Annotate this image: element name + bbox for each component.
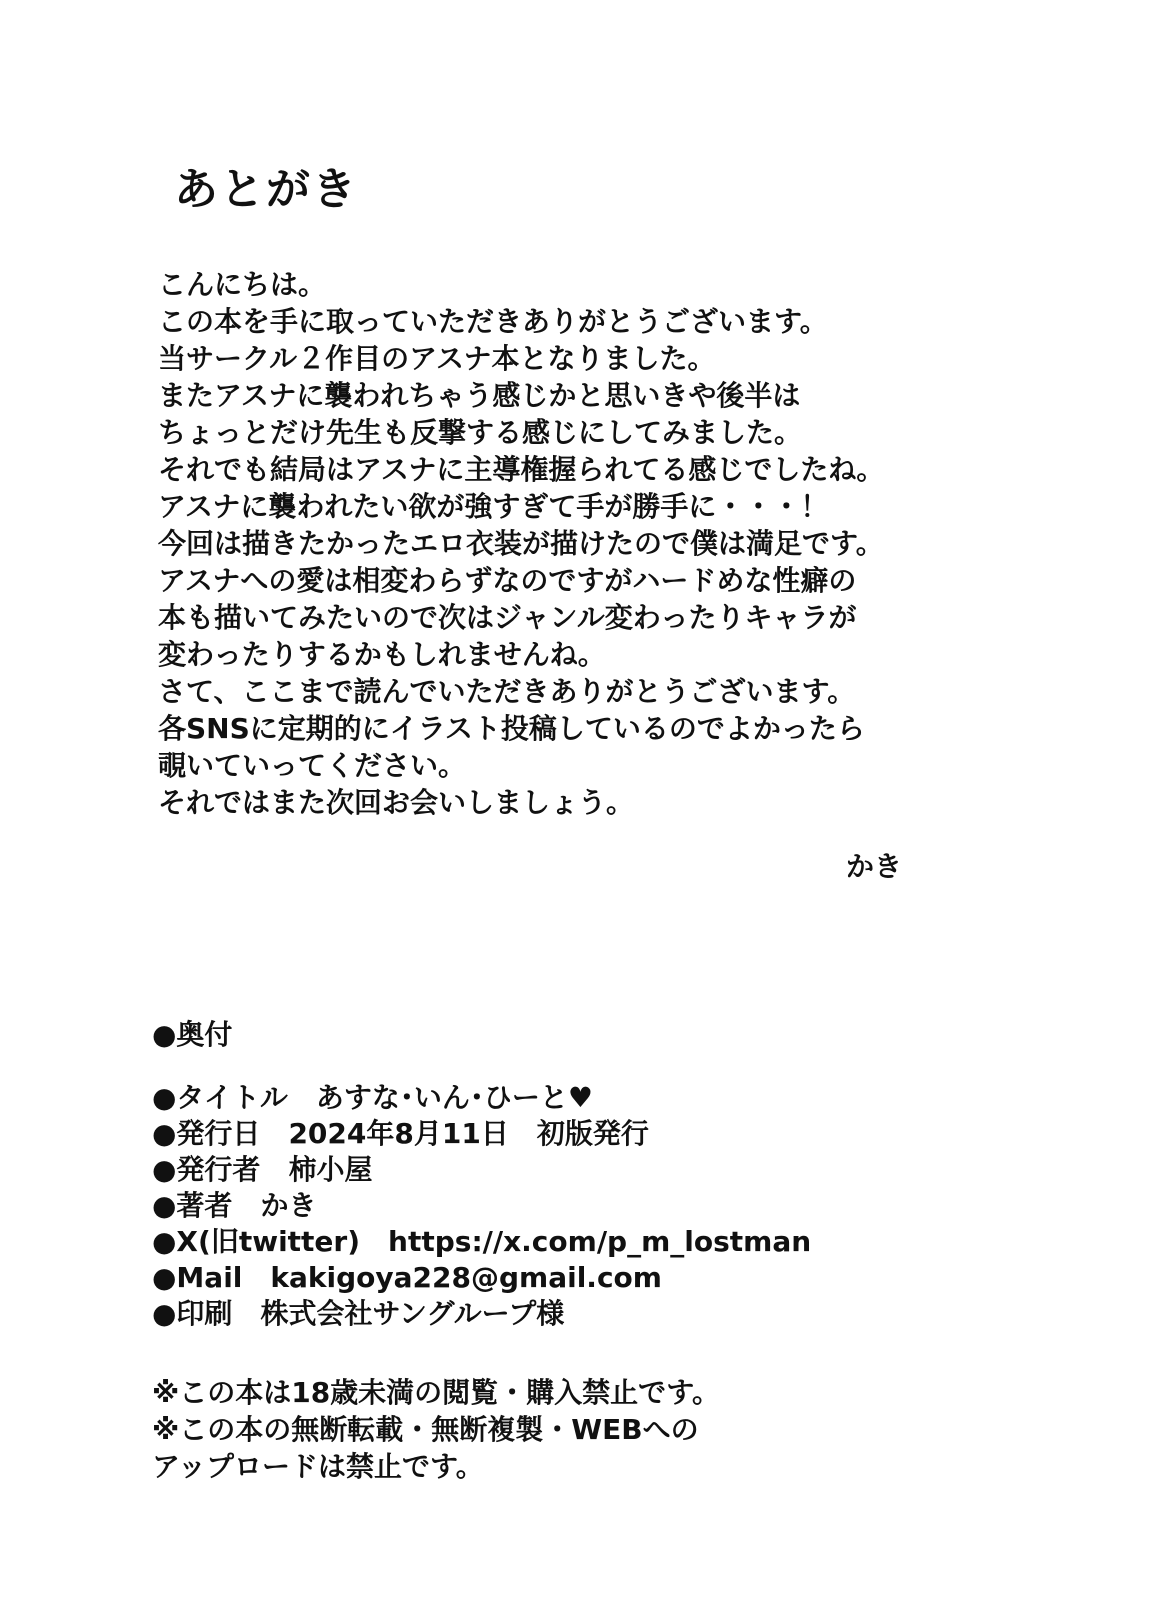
colophon-row-mail [152, 1260, 952, 1296]
body-line: アスナに襲われたい欲が強すぎて手が勝手に・・・！ [158, 490, 829, 523]
body-line: この本を手に取っていただきありがとうございます。 [158, 305, 828, 338]
colophon-row-publisher [152, 1152, 952, 1188]
body-line: それではまた次回お会いしましょう。 [158, 786, 635, 819]
colophon-value: 2024年8月11日 初版発行 [288, 1117, 649, 1150]
body-line: ちょっとだけ先生も反撃する感じにしてみました。 [158, 416, 803, 449]
colophon-label: ●発行者 [152, 1153, 261, 1186]
afterword-body [158, 266, 918, 821]
colophon-row-publish-date [152, 1116, 952, 1152]
notice-line: ※この本の無断転載・無断複製・WEBへの [152, 1413, 699, 1446]
body-line: またアスナに襲われちゃう感じかと思いきや後半は [158, 379, 801, 412]
colophon-heading: ●奥付 [152, 1018, 233, 1051]
colophon-label: ●Mail [152, 1261, 243, 1294]
body-line: 当サークル２作目のアスナ本となりました。 [158, 342, 716, 375]
page-title: あとがき [174, 164, 358, 215]
colophon-label: ●X(旧twitter) [152, 1225, 361, 1258]
body-line: 変わったりするかもしれませんね。 [158, 638, 606, 671]
colophon-row-author [152, 1188, 952, 1224]
body-line: それでも結局はアスナに主導権握られてる感じでしたね。 [158, 453, 885, 486]
colophon-list [152, 1080, 952, 1332]
body-line: アスナへの愛は相変わらずなのですがハードめな性癖の [158, 564, 857, 597]
body-line: 各SNSに定期的にイラスト投稿しているのでよかったら [158, 712, 865, 745]
colophon-label: ●発行日 [152, 1117, 261, 1150]
x-profile-link[interactable]: https://x.com/p_m_lostman [388, 1225, 812, 1258]
colophon-value: あすな･いん･ひーと♥ [315, 1081, 593, 1114]
colophon-label: ●タイトル [152, 1081, 288, 1114]
notice-line: ※この本は18歳未満の閲覧・購入禁止です。 [152, 1376, 720, 1409]
email-link[interactable]: kakigoya228@gmail.com [270, 1261, 662, 1294]
body-line: 覗いていってください。 [158, 749, 467, 782]
colophon-label: ●著者 [152, 1189, 233, 1222]
colophon-label: ●印刷 [152, 1297, 233, 1330]
colophon-value: 株式会社サングループ様 [260, 1297, 565, 1330]
body-line: こんにちは。 [158, 268, 327, 301]
author-signature: かき [846, 850, 903, 883]
notice-block [152, 1374, 952, 1485]
colophon-value: かき [260, 1189, 317, 1222]
body-line: 本も描いてみたいので次はジャンル変わったりキャラが [158, 601, 857, 634]
body-line: さて、ここまで読んでいただきありがとうございます。 [158, 675, 856, 708]
colophon-value: 柿小屋 [288, 1153, 373, 1186]
colophon-row-title [152, 1080, 952, 1116]
colophon-row-x [152, 1224, 952, 1260]
body-line: 今回は描きたかったエロ衣装が描けたので僕は満足です。 [158, 527, 884, 560]
notice-line: アップロードは禁止です。 [152, 1450, 484, 1483]
colophon-row-printer [152, 1296, 952, 1332]
